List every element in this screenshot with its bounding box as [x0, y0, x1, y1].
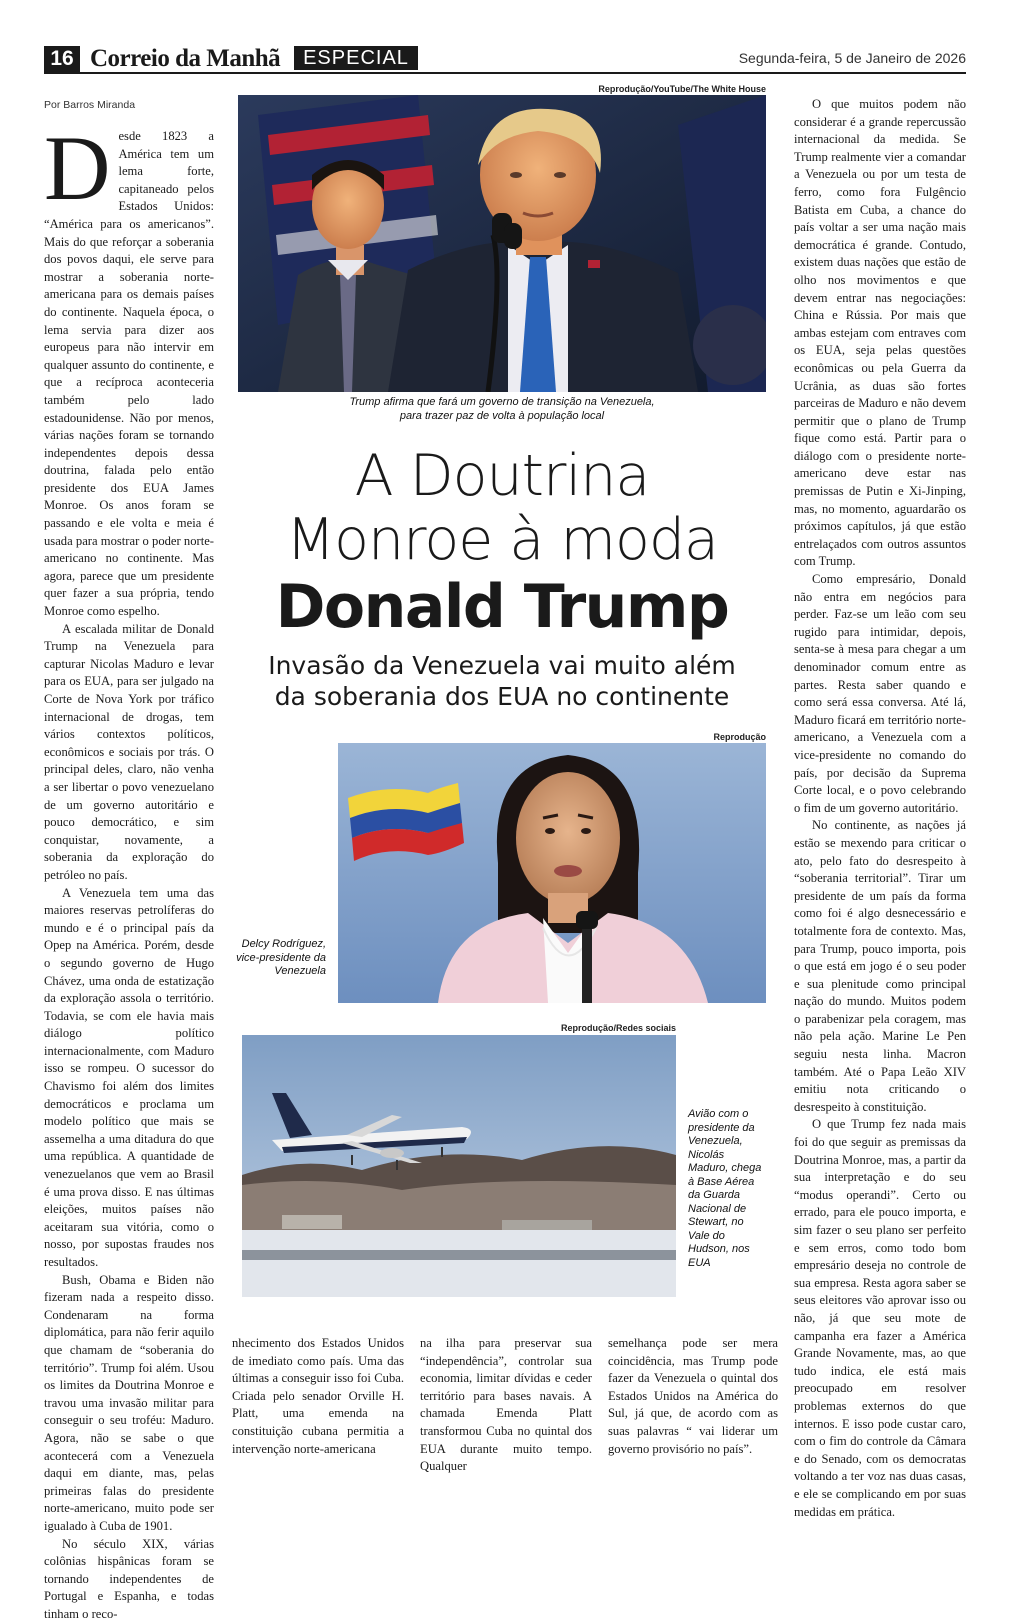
- photo-credit: Reprodução: [338, 732, 766, 742]
- caption-line: Trump afirma que fará um governo de transição na Venezuela,: [238, 396, 766, 410]
- header-rule: [44, 72, 966, 74]
- subheadline: [232, 650, 772, 712]
- article-column-1: [44, 128, 214, 1448]
- article-column-3: [420, 1335, 592, 1476]
- paragraph: O que muitos podem não considerar é a grande repercussão internacional da medida. Se Trump realmente vier a comandar a Venezuela ou por um testa de ferro, como fora Fulgêncio Batista em Cuba, a chance do país voltar a ser uma nação mais democrática é grande. Contudo, existem duas nações que estão de olho nos movimentos e que devem entrar nas negociações: China e Rússia. Por mais que ambas estejam com entraves com os EUA, seja pelas questões econômicas ou pela Guerra da Ucrânia, as duas são fortes parceiras de Maduro e não devem permitir que o plano de Trump fique como está. Partir para o diálogo com o presidente norte-americano deve estar nas premissas de Putin e Xi-Jinping, mas, no momento, aguardarão os próximos capítulos, já que estão entrelaçados com outros assuntos com Trump.: [794, 96, 966, 571]
- paragraph: Bush, Obama e Biden não fizeram nada a respeito disso. Condenaram na forma diplomática, para não ferir aquilo que chamam de “soberania do território”. Trump foi além. Usou os limites da Doutrina Monroe e travou uma invasão militar para conseguir o seu troféu: Maduro. Agora, não se sabe o que acontecerá com a Venezuela daqui em diante, mas, pelas primeiras falas do presidente norte-americano, muito pode ser igualado à Cuba de 1901.: [44, 1272, 214, 1536]
- plane-photo-caption: Avião com o presidente da Venezuela, Nicolás Maduro, chega à Base Aérea da Guarda Nacional de Stewart, no Vale do Hudson, nos EUA: [688, 1108, 766, 1270]
- article-column-2: [232, 1335, 404, 1458]
- headline-line-3: Donald Trump: [232, 572, 772, 642]
- trump-photo: [238, 95, 766, 392]
- paragraph: A escalada militar de Donald Trump na Venezuela para capturar Nicolas Maduro e levar para os EUA, para ser julgado na Corte de Nova York por tráfico internacional de drogas, tem vários contextos políticos, econômicos e sociais por trás. O principal deles, claro, não venha a ser libertar o povo venezuelano de um governo autoritário e pouco democrático, e sim conquistar, novamente, a soberania da exploração do petróleo no país.: [44, 621, 214, 885]
- delcy-photo: [338, 743, 766, 1003]
- byline: Por Barros Miranda: [44, 99, 135, 111]
- headline: [232, 444, 772, 642]
- section-tag: ESPECIAL: [294, 46, 418, 70]
- article-column-5: [794, 96, 966, 1456]
- photo-credit: Reprodução/YouTube/The White House: [236, 84, 766, 94]
- headline-line-2: Monroe à moda: [232, 508, 772, 572]
- article-column-4: [608, 1335, 778, 1458]
- paragraph: O que Trump fez nada mais foi do que seguir as premissas da Doutrina Monroe, mas, a partir da sua interpretação e do seu “modus operandi”. Certo ou errado, para ele pouco importa, e sim fazer o seu plano ser perfeito e sem erros, como todo bom empresário deseja no controle de sua empresa. Resta agora saber se seus eleitores vão aprovar isso ou não, já que seu mote de campanha era fazer a América Grande Novamente, mas, ao que tudo indica, ele está mais preocupado em resolver problemas externos do que internos. E isso pode custar caro, com o fim do controle da Câmara e do Senado, com os democratas voltando a ter voz nas duas casas, e ele se complicando em por suas medidas em prática.: [794, 1116, 966, 1521]
- subhead-line-1: Invasão da Venezuela vai muito além: [232, 650, 772, 681]
- paragraph: esde 1823 a América tem um lema forte, capitaneado pelos Estados Unidos: “América para os americanos”. Mais do que reforçar a soberania dos povos daqui, ele serve para mostrar a soberania norte-americana para os demais países do continente. Naquela época, o lema servia para dizer aos europeus para não intervir em qualquer assunto do continente, e que a recíproca aconteceria também pelo lado estadounidense. Não por menos, várias nações foram se tornando independentes depois dessa doutrina, falada pelo então presidente dos EUA James Monroe. Os anos foram se passando e ele volta e meia é usada para mostrar o poder norte-americano no continente. Mas agora, parece que um presidente quer fazer a sua própria, tendo Monroe como espelho.: [44, 128, 214, 621]
- subhead-line-2: da soberania dos EUA no continente: [232, 681, 772, 712]
- caption-line: para trazer paz de volta à população local: [238, 410, 766, 424]
- delcy-photo-caption: Delcy Rodríguez, vice-presidente da Venezuela: [236, 938, 326, 979]
- photo-credit: Reprodução/Redes sociais: [242, 1023, 676, 1033]
- paragraph: nhecimento dos Estados Unidos de imediato como país. Uma das últimas a conseguir isso foi Cuba. Criada pelo senador Orville H. Platt, uma emenda na constituição cubana permitia a intervenção norte-americana: [232, 1335, 404, 1458]
- paragraph: semelhança pode ser mera coincidência, mas Trump pode fazer da Venezuela o quintal dos Estados Unidos na América do Sul, já que, de acordo com as suas palavras “ vai liderar um governo provisório no país”.: [608, 1335, 778, 1458]
- trump-photo-caption: [238, 396, 766, 423]
- paragraph: na ilha para preservar sua “independência”, controlar sua economia, limitar dívidas e ceder território para bases navais. A chamada Emenda Platt transformou Cuba no quintal dos EUA durante muito tempo. Qualquer: [420, 1335, 592, 1476]
- paragraph: No continente, as nações já estão se mexendo para criticar o ato, pelo fato do desrespeito à “soberania territorial”. Tirar um presidente de um país da forma como foi é algo desnecessário e totalmente fora de contexto. Mas, para Trump, pouco importa, pois o que está em jogo é o seu poder e sua plenitude como principal nação do mundo. Muitos podem o parabenizar pela coragem, mas não pela ação. Marine Le Pen seguiu nesta linha. Macron também. Até o Papa Leão XIV emitiu nota criticando o desrespeito à constituição.: [794, 817, 966, 1116]
- page-number: 16: [44, 46, 80, 72]
- dropcap: D: [44, 132, 110, 204]
- paragraph: Como empresário, Donald não entra em negócios para perder. Faz-se um leão com seu rugido para intimidar, depois, senta-se à mesa para chegar a um denominador comum entre as partes. Resta saber quando e como será essa conversa. Até lá, Maduro ficará em território norte-americano, a Venezuela com a vice-presidente no comando do país, por decisão da Suprema Corte local, e o povo celebrando o fim de um governo autoritário.: [794, 571, 966, 817]
- paragraph: A Venezuela tem uma das maiores reservas petrolíferas do mundo e é o principal país da Opep na América. Porém, desde o segundo governo de Hugo Chávez, uma onda de estatização da exploração assola o território. Todavia, se com ele havia mais diálogo político internacionalmente, com Maduro isso se rompeu. O sucessor do Chavismo foi além dos limites democráticos e proclama um modelo político que mais se assemelha a uma ditadura do que uma república. A quantidade de venezuelanos que vem ao Brasil é uma prova disso. E nas últimas eleições, muitos países não aceitaram sua vitória, como o nosso, por supostas fraudes nos resultados.: [44, 885, 214, 1272]
- issue-date: Segunda-feira, 5 de Janeiro de 2026: [739, 50, 966, 66]
- headline-line-1: A Doutrina: [232, 444, 772, 508]
- paragraph: No século XIX, várias colônias hispânicas foram se tornando independentes de Portugal e Espanha, e todas tinham o reco-: [44, 1536, 214, 1623]
- plane-photo: [242, 1035, 676, 1297]
- newspaper-name: Correio da Manhã: [90, 44, 280, 74]
